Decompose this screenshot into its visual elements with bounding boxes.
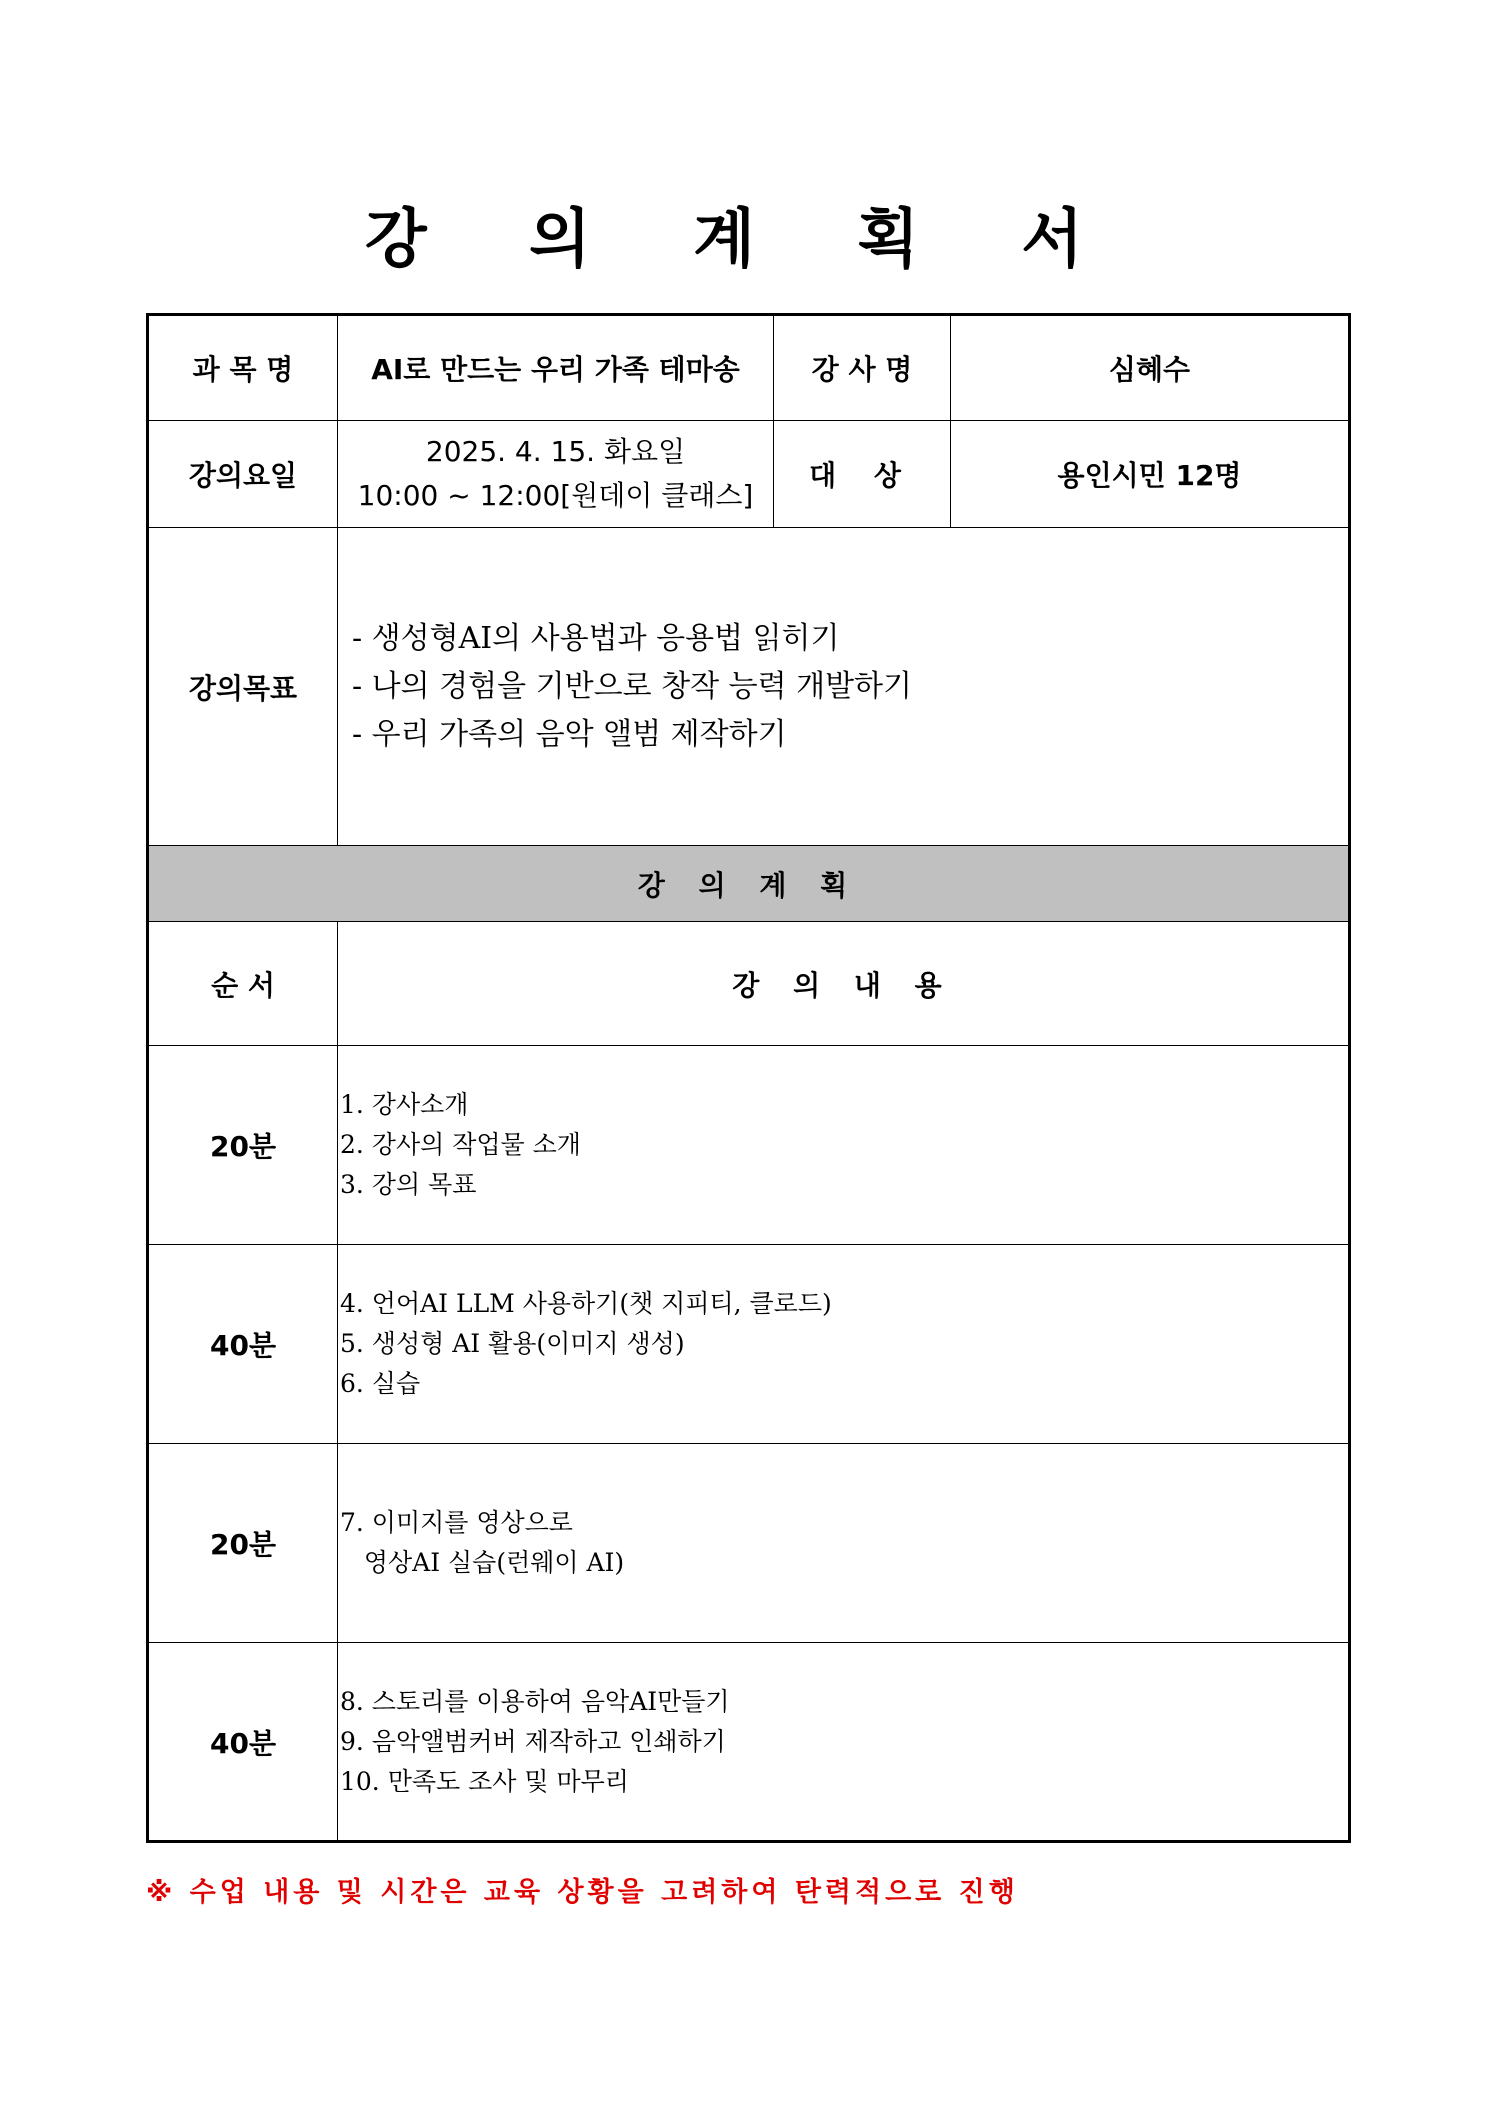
plan-row bbox=[148, 1046, 1350, 1245]
plan-duration: 20분 bbox=[148, 1444, 338, 1643]
plan-section-row bbox=[148, 846, 1350, 922]
goals-label: 강의목표 bbox=[148, 528, 338, 846]
goals-row bbox=[148, 528, 1350, 846]
instructor-label: 강 사 명 bbox=[774, 315, 951, 421]
course-value: AI로 만드는 우리 가족 테마송 bbox=[338, 315, 774, 421]
plan-duration: 20분 bbox=[148, 1046, 338, 1245]
date-label: 강의요일 bbox=[148, 421, 338, 528]
plan-content bbox=[338, 1444, 1350, 1643]
date-line: 2025. 4. 15. 화요일 bbox=[425, 435, 686, 468]
goals-list bbox=[338, 528, 1350, 846]
goal-item: - 생성형AI의 사용법과 응용법 읽히기 bbox=[352, 620, 840, 656]
plan-content bbox=[338, 1643, 1350, 1842]
lecture-plan-table bbox=[146, 313, 1351, 1843]
target-value: 용인시민 12명 bbox=[951, 421, 1350, 528]
date-row bbox=[148, 421, 1350, 528]
plan-section-title: 강 의 계 획 bbox=[148, 846, 1350, 922]
plan-item: 8. 스토리를 이용하여 음악AI만들기 bbox=[340, 1686, 730, 1716]
plan-item: 9. 음악앨범커버 제작하고 인쇄하기 bbox=[340, 1726, 726, 1756]
plan-item: 1. 강사소개 bbox=[340, 1090, 469, 1119]
course-row bbox=[148, 315, 1350, 421]
plan-item: 4. 언어AI LLM 사용하기(챗 지피티, 클로드) bbox=[340, 1289, 832, 1318]
plan-item: 5. 생성형 AI 활용(이미지 생성) bbox=[340, 1329, 685, 1358]
order-header: 순 서 bbox=[148, 922, 338, 1046]
document-title: 강 의 계 획 서 bbox=[364, 203, 1124, 277]
plan-item: 6. 실습 bbox=[340, 1369, 421, 1398]
plan-item: 10. 만족도 조사 및 마무리 bbox=[340, 1766, 629, 1796]
plan-content bbox=[338, 1046, 1350, 1245]
plan-duration: 40분 bbox=[148, 1245, 338, 1444]
goal-item: - 우리 가족의 음악 앨범 제작하기 bbox=[352, 716, 787, 752]
footnote-notice: ※ 수업 내용 및 시간은 교육 상황을 고려하여 탄력적으로 진행 bbox=[146, 1877, 1019, 1908]
plan-row bbox=[148, 1444, 1350, 1643]
content-header: 강 의 내 용 bbox=[338, 922, 1350, 1046]
plan-row bbox=[148, 1643, 1350, 1842]
plan-duration: 40분 bbox=[148, 1643, 338, 1842]
course-label: 과 목 명 bbox=[148, 315, 338, 421]
plan-content bbox=[338, 1245, 1350, 1444]
plan-header-row bbox=[148, 922, 1350, 1046]
plan-item: 영상AI 실습(런웨이 AI) bbox=[340, 1548, 625, 1577]
plan-row bbox=[148, 1245, 1350, 1444]
plan-item: 7. 이미지를 영상으로 bbox=[340, 1508, 573, 1537]
target-label: 대 상 bbox=[774, 421, 951, 528]
date-value bbox=[338, 421, 774, 528]
instructor-value: 심혜수 bbox=[951, 315, 1350, 421]
plan-item: 2. 강사의 작업물 소개 bbox=[340, 1130, 581, 1159]
goal-item: - 나의 경험을 기반으로 창작 능력 개발하기 bbox=[352, 668, 913, 704]
plan-item: 3. 강의 목표 bbox=[340, 1170, 477, 1199]
time-line: 10:00 ~ 12:00[원데이 클래스] bbox=[357, 479, 754, 512]
